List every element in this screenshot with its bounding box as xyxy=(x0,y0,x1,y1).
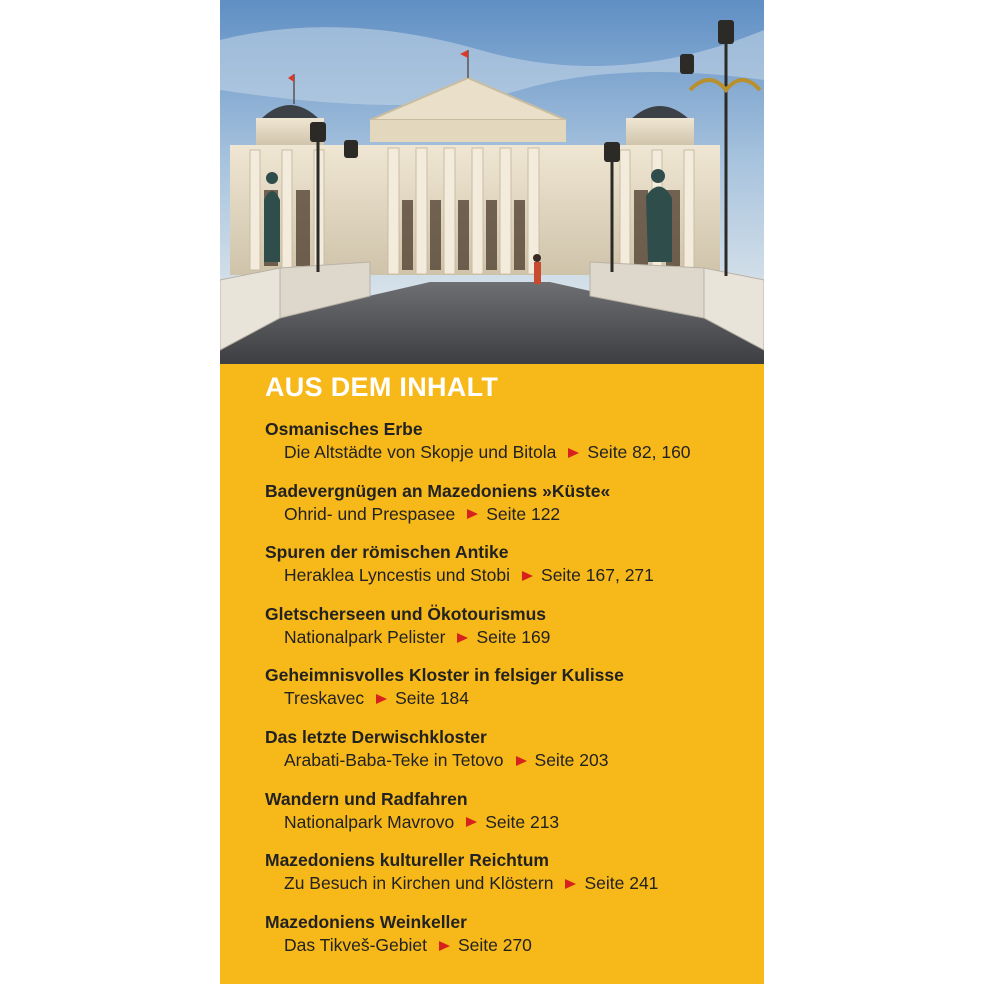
contents-list xyxy=(265,418,760,972)
list-item xyxy=(265,664,760,726)
book-back-cover xyxy=(220,0,764,984)
contents-heading: AUS DEM INHALT xyxy=(265,372,499,402)
entry-location: Ohrid- und Prespasee xyxy=(284,503,456,524)
entry-title: Osmanisches Erbe xyxy=(265,419,423,439)
cover-photo xyxy=(220,0,764,364)
arrow-right-icon xyxy=(522,571,533,581)
entry-title: Spuren der römischen Antike xyxy=(265,542,509,563)
entry-subtitle xyxy=(265,871,760,895)
entry-page-ref: Seite 167, 271 xyxy=(541,565,654,586)
arrow-right-icon xyxy=(467,509,478,519)
entry-page-ref: Seite 122 xyxy=(486,503,561,524)
contents-panel xyxy=(220,364,764,984)
list-item xyxy=(265,726,760,788)
entry-page-ref: Seite 270 xyxy=(457,934,532,955)
entry-location: Die Altstädte von Skopje und Bitola xyxy=(284,442,557,462)
list-item xyxy=(265,541,760,603)
entry-title: Wandern und Radfahren xyxy=(265,788,468,809)
entry-page-ref: Seite 82, 160 xyxy=(587,442,691,462)
entry-title: Gletscherseen und Ökotourismus xyxy=(265,603,547,624)
entry-location: Treskavec xyxy=(284,688,365,709)
list-item xyxy=(265,911,760,973)
entry-title: Mazedoniens Weinkeller xyxy=(265,911,467,932)
arrow-right-icon xyxy=(565,879,576,889)
entry-location: Nationalpark Mavrovo xyxy=(284,811,455,832)
entry-title: Mazedoniens kultureller Reichtum xyxy=(265,850,549,871)
arrow-right-icon xyxy=(457,633,468,643)
entry-location: Arabati-Baba-Teke in Tetovo xyxy=(284,749,504,770)
entry-location: Das Tikveš-Gebiet xyxy=(284,934,427,955)
entry-subtitle xyxy=(265,440,760,464)
entry-location: Zu Besuch in Kirchen und Klöstern xyxy=(284,873,554,894)
entry-location: Nationalpark Pelister xyxy=(284,626,446,647)
list-item xyxy=(265,849,760,911)
entry-subtitle xyxy=(265,563,760,587)
arrow-right-icon xyxy=(568,448,579,458)
entry-page-ref: Seite 169 xyxy=(476,626,551,647)
entry-subtitle xyxy=(265,933,760,957)
entry-title: Geheimnisvolles Kloster in felsiger Kulisse xyxy=(265,665,624,686)
entry-page-ref: Seite 213 xyxy=(485,811,560,832)
entry-subtitle xyxy=(265,625,760,649)
entry-page-ref: Seite 184 xyxy=(395,688,470,709)
arrow-right-icon xyxy=(376,694,387,704)
entry-subtitle xyxy=(265,502,760,526)
entry-subtitle xyxy=(265,686,760,710)
entry-page-ref: Seite 203 xyxy=(534,749,609,770)
list-item xyxy=(265,603,760,665)
list-item xyxy=(265,418,760,480)
entry-page-ref: Seite 241 xyxy=(584,873,659,894)
entry-subtitle xyxy=(265,748,760,772)
entry-title: Badevergnügen an Mazedoniens »Küste« xyxy=(265,480,611,501)
arrow-right-icon xyxy=(439,941,450,951)
entry-subtitle xyxy=(265,810,760,834)
entry-title: Das letzte Derwischkloster xyxy=(265,726,487,747)
list-item xyxy=(265,480,760,542)
arrow-right-icon xyxy=(466,817,477,827)
list-item xyxy=(265,788,760,850)
entry-location: Heraklea Lyncestis und Stobi xyxy=(284,565,511,586)
arrow-right-icon xyxy=(516,756,527,766)
